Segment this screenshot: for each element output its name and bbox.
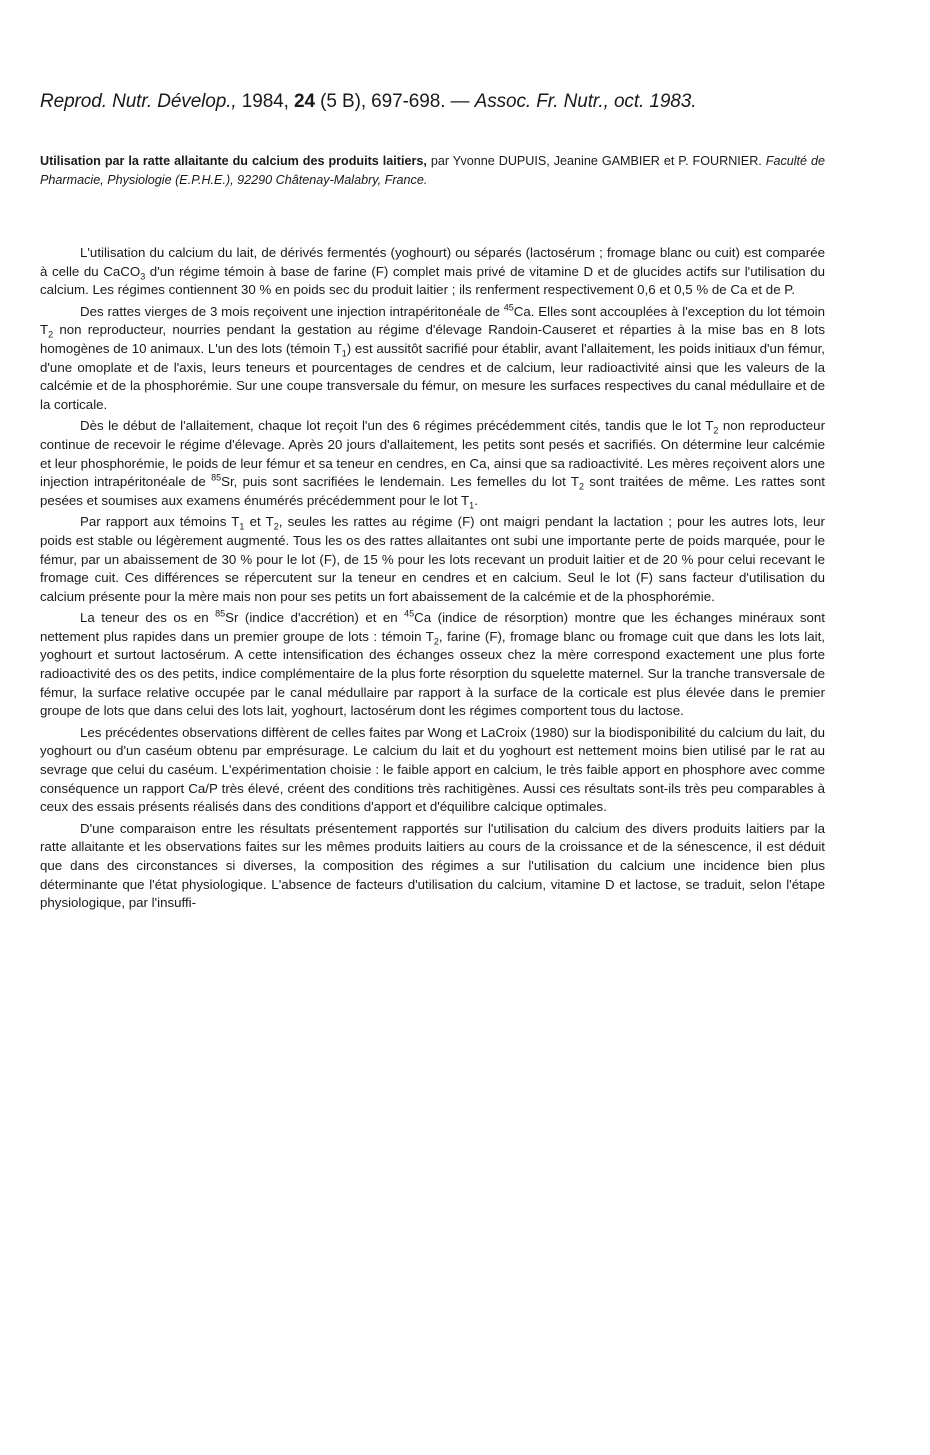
- paragraph-3-text-cont: .: [474, 492, 478, 508]
- paragraph-2-text-cont: non reproducteur, nourries pendant la gestation au régime d'élevage Randoin-Causeret et réparties à la mise bas en 8 lots homogènes de 10 animaux. L'un des lots (témoin T: [40, 322, 825, 356]
- paragraph-2-text-cont: Ca. Elles sont accouplées à l'exception du lot témoin T: [40, 303, 825, 338]
- paragraph-6: Les précédentes observations diffèrent de celles faites par Wong et LaCroix (1980) sur la biodisponibilité du calcium du lait, du yoghourt ou d'un caséum obtenu par emprésurage. Le calcium du lait et du yoghourt est nettement moins bien utilisé par le rat au sevrage que celui du caséum. L'expérimentation choisie : le faible apport en calcium, le très faible apport en phosphore avec comme conséquence un rapport Ca/P très élevé, créent des conditions très rachitigènes. Aussi ces résultats sont-ils très peu comparables à ceux des essais présents réalisés dans des conditions d'apport et d'équilibre calcique optimales.: [40, 724, 825, 815]
- paragraph-3-text-cont: Sr, puis sont sacrifiées le lendemain. Les femelles du lot T: [221, 474, 579, 490]
- paragraph-5-text-cont: , farine (F), fromage blanc ou fromage cuit que dans les lots lait, yoghourt et surtout lactosérum. A cette intensification des échanges osseux chez la mère correspond exactement une plus forte radioactivité des os des petits, indice complémentaire de la plus forte résorption du squelette maternel. Sur la tranche transversale de fémur, la surface relative occupée par le canal médullaire par rapport à la surface de la corticale est plus élevée dans le premier groupe de lots que dans celui des lots lait, yoghourt, lactosérum dont les régimes comportent tous du lactose.: [40, 628, 825, 719]
- subscript: 2: [578, 481, 584, 492]
- paragraph-2-text-cont: ) est aussitôt sacrifié pour établir, avant l'allaitement, les poids initiaux d'un fémur, d'une omoplate et de l'axis, leurs teneurs et pourcentages de cendres et de calcium, leur radioactivité ainsi que les valeurs de la calcémie et de la phosphorémie. Sur une coupe transversale du fémur, on mesure les surfaces respectives du canal médullaire et de la corticale.: [40, 340, 825, 412]
- subscript: 1: [469, 500, 475, 511]
- article-heading: [40, 152, 825, 190]
- paragraph-5-text: La teneur des os en: [80, 610, 216, 626]
- article-affiliation: Faculté de Pharmacie, Physiologie (E.P.H.E.), 92290 Châtenay-Malabry, France.: [40, 154, 826, 187]
- paragraph-3-text-cont: sont traitées de même. Les rattes sont pesées et soumises aux examens énumérés précédemment pour le lot T: [40, 474, 825, 508]
- subscript: 1: [341, 348, 347, 359]
- journal-issue-pages: (5 B), 697-698. —: [320, 91, 470, 112]
- paragraph-5-text-cont: Sr (indice d'accrétion) et en: [225, 610, 405, 626]
- subscript: 2: [433, 636, 439, 647]
- superscript: 45: [404, 608, 415, 619]
- subscript: 1: [239, 521, 245, 532]
- paragraph-4-text-cont: , seules les rattes au régime (F) ont maigri pendant la lactation ; pour les autres lots, leur poids est stable ou légèrement augmenté. Tous les os des rattes allaitantes ont subi une importante perte de poids marquée, pour le fémur, par un abaissement de 30 % pour le lot (F), de 15 % pour les lots recevant un produit laitier et de 20 % pour celui recevant le fromage cuit. Ces différences se répercutent sur la teneur en cendres et en calcium. Seul le lot (F) sans facteur d'utilisation du calcium présente pour la mère mais non pour ses petits un fort abaissement de la calcémie et de la phosphorémie.: [40, 514, 825, 604]
- journal-year: 1984,: [241, 91, 289, 112]
- journal-name: Reprod. Nutr. Dévelop.,: [40, 91, 237, 112]
- paragraph-3: [40, 417, 825, 510]
- paragraph-3-text-cont: non reproducteur continue de recevoir le régime d'élevage. Après 20 jours d'allaitement, les petits sont pesés et sacrifiés. On détermine leur calcémie et leur phosphorémie, le poids de leur fémur et sa teneur en cendres, en Ca, ainsi que sa radioactivité. Les mères reçoivent alors une injection intrapéritonéale de: [40, 418, 825, 490]
- paragraph-1-text: L'utilisation du calcium du lait, de dérivés fermentés (yoghourt) ou séparés (lactosérum ; fromage blanc ou cuit) est comparée à celle du CaCO: [40, 245, 825, 279]
- paragraph-4-text: Par rapport aux témoins T: [80, 514, 240, 530]
- paragraph-1-text-cont: d'un régime témoin à base de farine (F) complet mais privé de vitamine D et de glucides actifs sur l'utilisation du calcium. Les régimes contiennent 30 % en poids sec du produit laitier ; ils renferment respectivement 0,6 et 0,5 % de Ca et de P.: [40, 263, 825, 298]
- article-authors: par Yvonne DUPUIS, Jeanine GAMBIER et P. FOURNIER.: [430, 154, 762, 168]
- subscript: 2: [273, 521, 279, 532]
- superscript: 45: [503, 302, 514, 313]
- paragraph-5-text-cont: Ca (indice de résorption) montre que les échanges minéraux sont nettement plus rapides dans un premier groupe de lots : témoin T: [40, 610, 825, 644]
- paragraph-7: D'une comparaison entre les résultats présentement rapportés sur l'utilisation du calcium des divers produits laitiers par la ratte allaitante et les observations faites sur les mêmes produits laitiers au cours de la croissance et de la sénescence, il est déduit que dans des circonstances si diverses, la composition des régimes a sur l'utilisation du calcium une incidence bien plus déterminante que l'état physiologique. L'absence de facteurs d'utilisation du calcium, vitamine D et lactose, se traduit, selon l'étape physiologique, par l'insuffi-: [40, 820, 825, 911]
- subscript: 2: [48, 330, 54, 341]
- paragraph-4: [40, 513, 825, 606]
- paragraph-5: [40, 609, 825, 721]
- article-title: Utilisation par la ratte allaitante du calcium des produits laitiers,: [40, 154, 427, 168]
- subscript: 2: [713, 426, 719, 436]
- association-citation: Assoc. Fr. Nutr., oct. 1983.: [474, 91, 697, 112]
- superscript: 85: [211, 472, 222, 483]
- paragraph-2: [40, 303, 825, 415]
- paragraph-4-text-cont: et T: [244, 514, 274, 530]
- article-body: [40, 244, 825, 916]
- paragraph-3-text: Dès le début de l'allaitement, chaque lot reçoit l'un des 6 régimes précédemment cités, tandis que le lot T: [80, 418, 714, 434]
- paragraph-1: [40, 244, 825, 300]
- subscript: 3: [140, 271, 146, 282]
- superscript: 85: [215, 608, 226, 619]
- paragraph-2-text: Des rattes vierges de 3 mois reçoivent une injection intrapéritonéale de: [80, 303, 504, 319]
- journal-volume: 24: [294, 91, 315, 112]
- journal-citation: [40, 90, 900, 114]
